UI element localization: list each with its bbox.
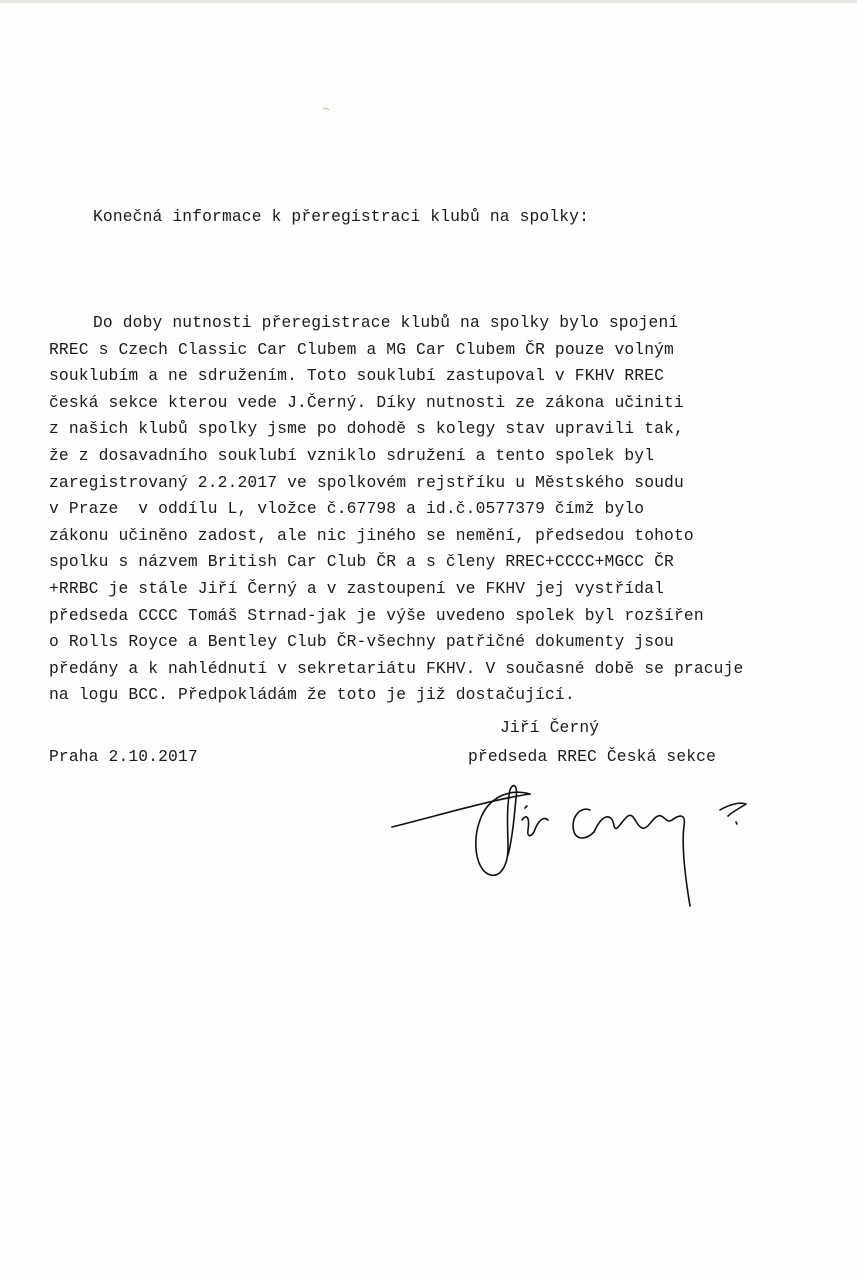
body-line: zákonu učiněno zadost, ale nic jiného se nemění, předsedou tohoto: [49, 525, 694, 545]
body-line: Do doby nutnosti přeregistrace klubů na spolky bylo spojení: [93, 313, 679, 332]
body-line: zaregistrovaný 2.2.2017 ve spolkovém rejstříku u Městského soudu: [49, 472, 684, 492]
letter-heading: Konečná informace k přeregistraci klubů na spolky:: [93, 207, 590, 226]
body-line: v Praze v oddílu L, vložce č.67798 a id.č.0577379 čímž bylo: [49, 499, 645, 519]
body-line: na logu BCC. Předpokládám že toto je již dostačující.: [49, 685, 575, 705]
handwritten-signature: [380, 770, 780, 920]
scan-edge: [0, 0, 857, 3]
letter-body: [49, 310, 743, 709]
body-line: že z dosavadního souklubí vzniklo sdružení a tento spolek byl: [49, 445, 655, 465]
place-date: Praha 2.10.2017: [49, 747, 198, 766]
body-line: +RRBC je stále Jiří Černý a v zastoupení ve FKHV jej vystřídal: [49, 578, 665, 598]
body-line: souklubím a ne sdružením. Toto souklubí zastupoval v FKHV RREC: [49, 366, 665, 386]
body-line: spolku s názvem British Car Club ČR a s členy RREC+CCCC+MGCC ČR: [49, 552, 674, 572]
signer-name: Jiří Černý: [500, 718, 600, 737]
scan-speck: [322, 107, 330, 111]
body-line: česká sekce kterou vede J.Černý. Díky nutnosti ze zákona učiniti: [49, 392, 684, 412]
body-line: předány a k nahlédnutí v sekretariátu FKHV. V současné době se pracuje: [49, 658, 744, 678]
body-line: o Rolls Royce a Bentley Club ČR-všechny patřičné dokumenty jsou: [49, 632, 674, 652]
signer-title: předseda RREC Česká sekce: [468, 747, 717, 766]
body-line: z našich klubů spolky jsme po dohodě s kolegy stav upravili tak,: [49, 419, 684, 439]
body-line: RREC s Czech Classic Car Clubem a MG Car Clubem ČR pouze volným: [49, 339, 674, 359]
body-line: předseda CCCC Tomáš Strnad-jak je výše uvedeno spolek byl rozšířen: [49, 605, 704, 625]
